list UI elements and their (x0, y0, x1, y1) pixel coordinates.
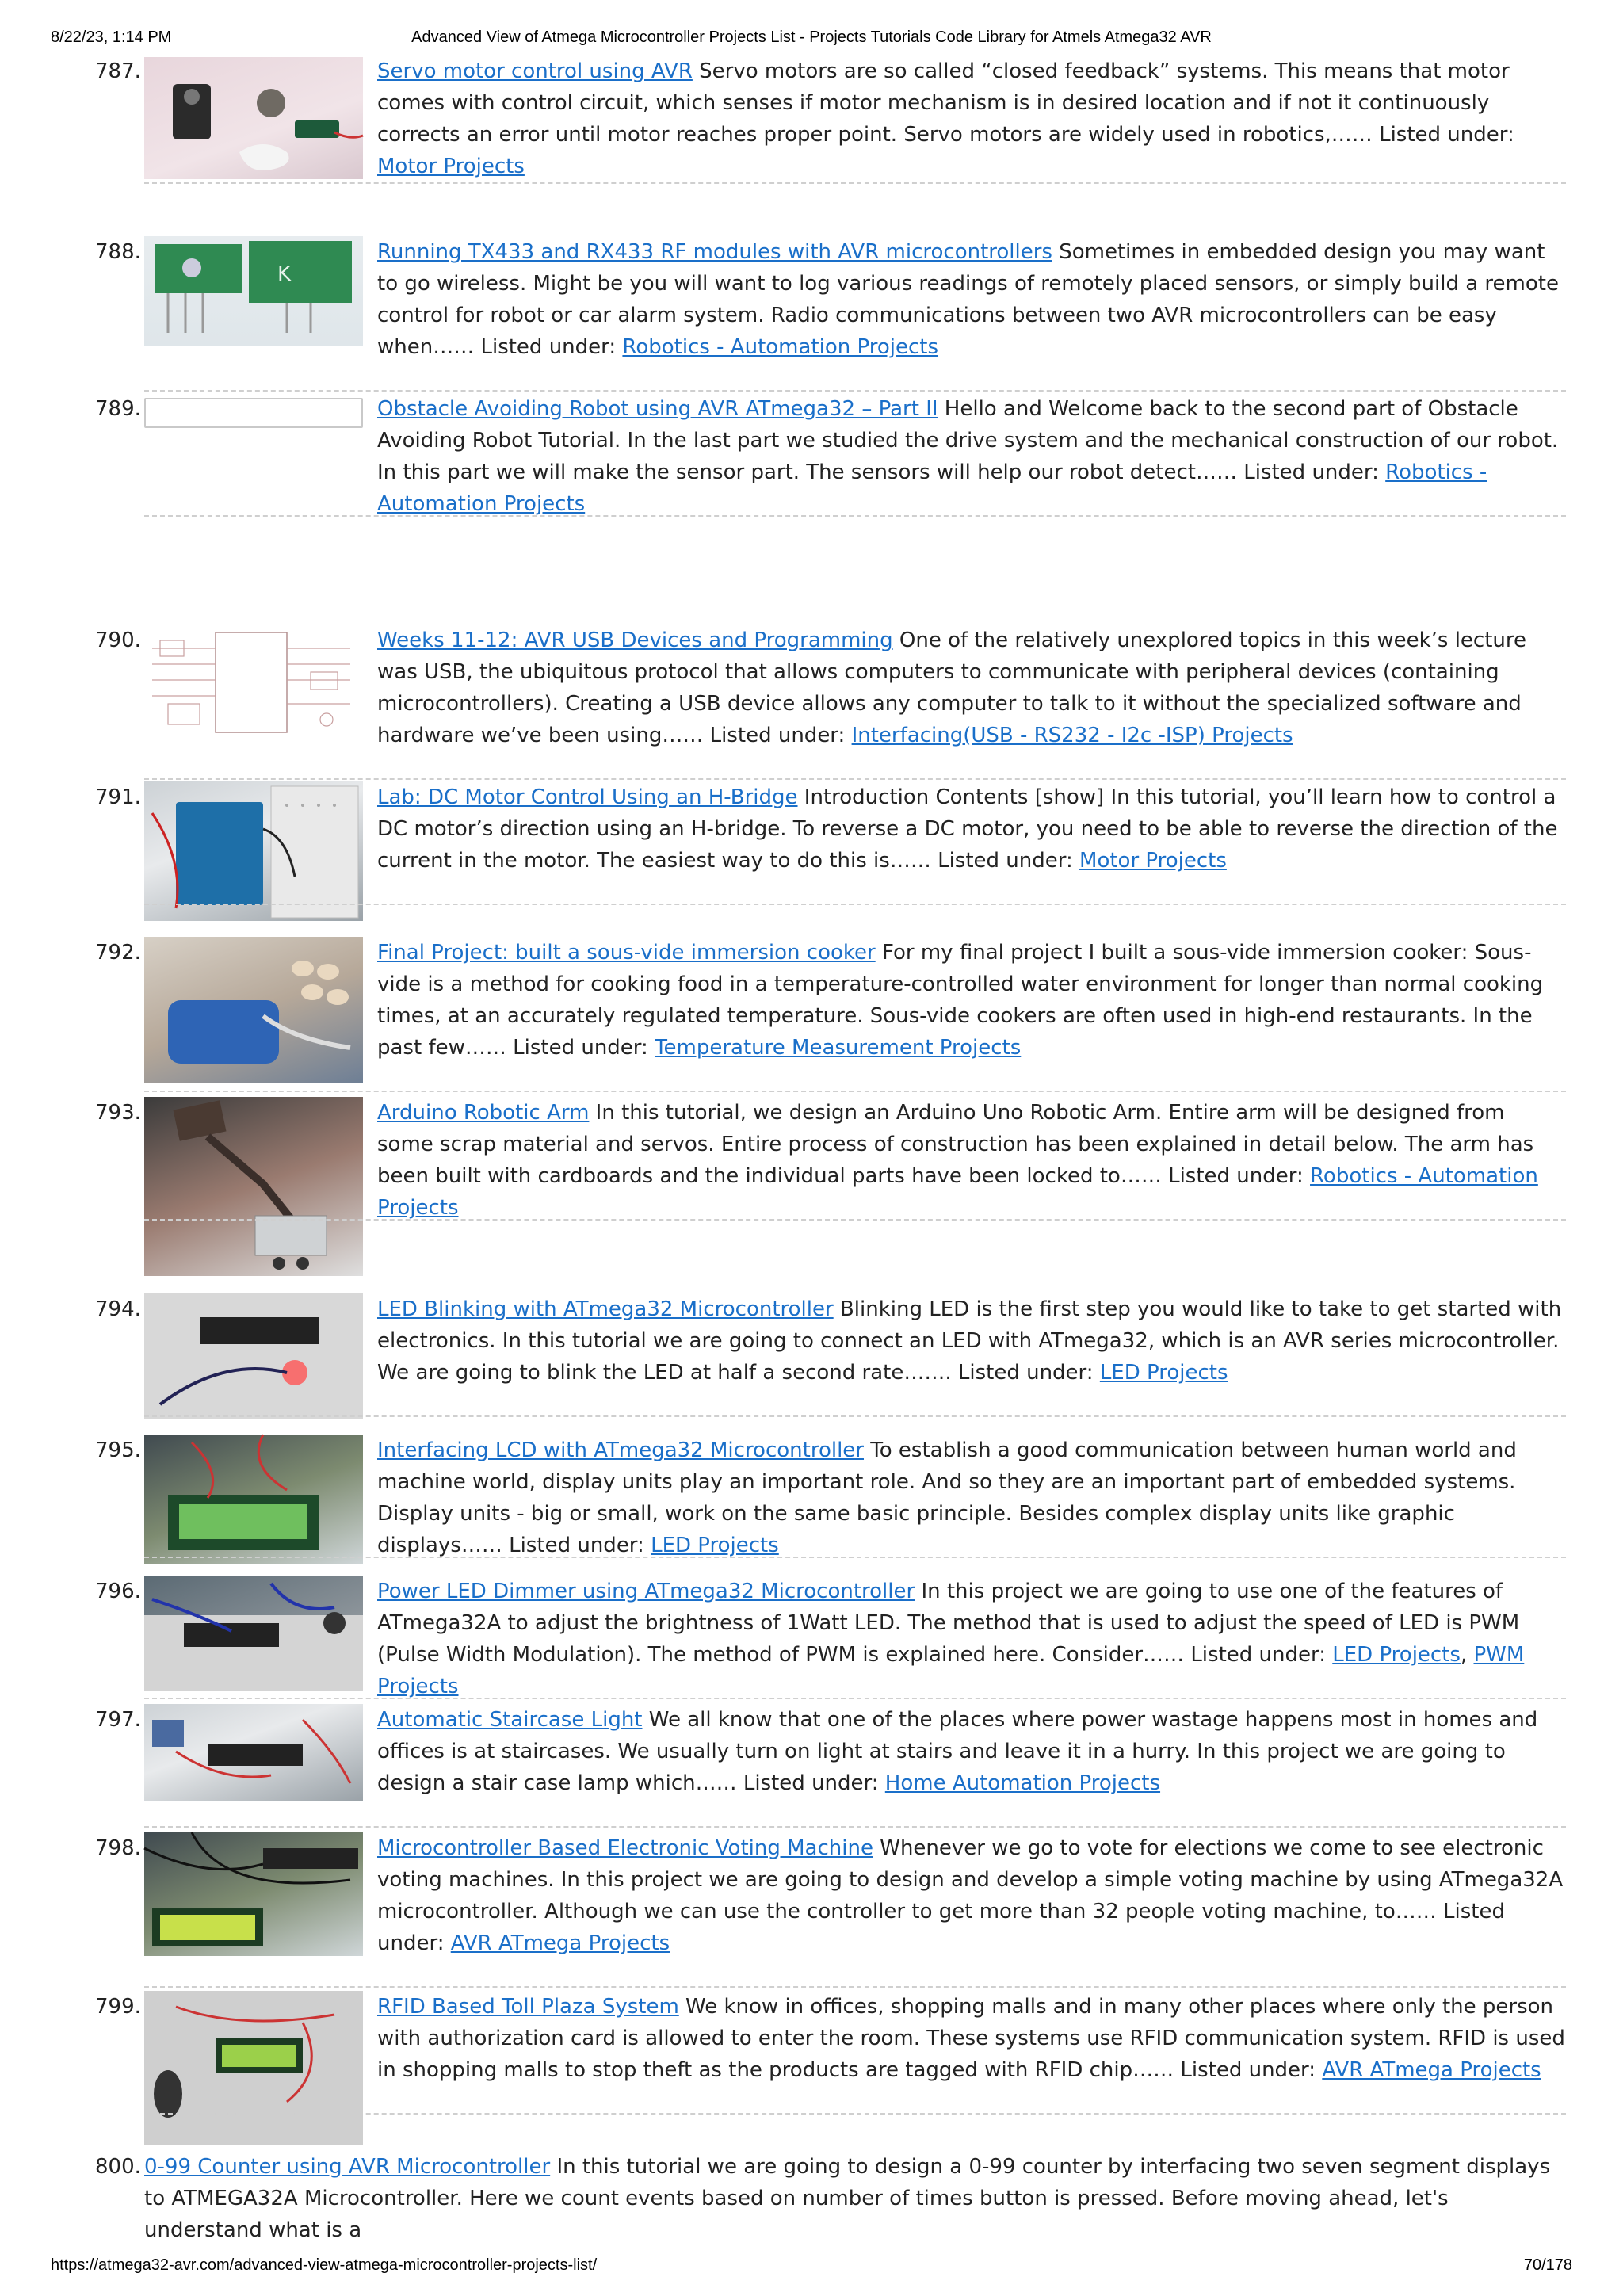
item-separator (144, 904, 1566, 905)
listed-under-label: Listed under: (1243, 460, 1379, 484)
category-link[interactable]: AVR ATmega Projects (1322, 2058, 1541, 2082)
item-description: Sometimes in embedded design you may want to go wireless. Might be you will want to log various readings of remotely placed sensors, or simply build a remote control for robot or car alarm system. Radio communications between two AVR microcontrollers can be easy when…… (377, 240, 1559, 359)
item-title-link[interactable]: Servo motor control using AVR (377, 59, 693, 83)
item-number: 795. (95, 1438, 141, 1462)
listed-under-label: Listed under: (709, 724, 846, 747)
print-url: https://atmega32-avr.com/advanced-view-atmega-microcontroller-projects-list/ (51, 2256, 598, 2274)
item-body (377, 937, 1566, 1064)
listed-under-label: Listed under: (743, 1771, 879, 1795)
item-thumbnail[interactable] (144, 1576, 363, 1691)
item-separator (144, 1698, 1566, 1699)
listed-under-label: Listed under: (938, 849, 1073, 873)
list-item (95, 2151, 1553, 2242)
item-description: In this tutorial, we design an Arduino Uno Robotic Arm. Entire arm will be designed from some scrap material and servos. Entire process of construction has been explained in detail below. The arm has been built with cardboards and the individual parts have been locked to…… (377, 1101, 1534, 1188)
item-separator (144, 1415, 1566, 1417)
listed-under-label: Listed under: (480, 335, 617, 359)
item-body (377, 1991, 1566, 2086)
item-thumbnail[interactable] (144, 937, 363, 1083)
voting-machine-photo-icon (144, 1832, 363, 1956)
category-link[interactable]: Temperature Measurement Projects (655, 1036, 1022, 1060)
category-link[interactable]: Motor Projects (377, 155, 525, 178)
item-title-link[interactable]: LED Blinking with ATmega32 Microcontroller (377, 1297, 834, 1321)
item-number: 793. (95, 1101, 141, 1125)
item-body (377, 781, 1566, 877)
item-body (377, 55, 1566, 182)
servo-photo-icon (144, 57, 363, 179)
item-separator (144, 1219, 1566, 1221)
item-body (377, 1097, 1566, 1224)
item-thumbnail[interactable] (144, 1704, 363, 1801)
item-thumbnail[interactable] (144, 1293, 363, 1419)
item-separator (144, 182, 1566, 184)
item-body (144, 2151, 1566, 2246)
item-description: For my final project I built a sous-vide immersion cooker: Sous-vide is a method for cooking food in a temperature-controlled water environment for longer than normal cooking times, at an accurately regulated temperature. Sous-vide cookers are often used in high-end restaurants. In the past few…… (377, 941, 1544, 1060)
item-title-link[interactable]: 0-99 Counter using AVR Microcontroller (144, 2155, 551, 2179)
category-link[interactable]: Robotics - Automation Projects (377, 460, 1487, 516)
item-number: 798. (95, 1836, 141, 1860)
category-link[interactable]: Home Automation Projects (884, 1771, 1161, 1795)
category-link[interactable]: PWM Projects (377, 1643, 1525, 1698)
listed-under-label: Listed under: (1190, 1643, 1326, 1667)
item-description: Servo motors are so called “closed feedback” systems. This means that motor comes with control circuit, which senses if motor mechanism is in desired location and if not it continuously corrects an error until motor reaches proper point. Servo motors are widely used in robotics,…… (377, 59, 1510, 147)
item-description: Hello and Welcome back to the second part of Obstacle Avoiding Robot Tutorial. In the last part we studied the drive system and the mechanical construction of our robot. In this part we will make the sensor part. The sensors will help our robot detect…… (377, 397, 1559, 484)
item-description: We all know that one of the places where power wastage happens most in homes and offices is at staircases. We usually turn on light at stairs and leave it in a hurry. In this project we are going to design a stair case lamp which…… (377, 1708, 1538, 1795)
listed-under-label: Listed under: (509, 1534, 644, 1557)
item-separator (144, 2113, 1566, 2115)
item-thumbnail[interactable] (144, 236, 363, 346)
category-link[interactable]: Interfacing(USB - RS232 - I2c -ISP) Projects (851, 724, 1293, 747)
item-description: Whenever we go to vote for elections we come to see electronic voting machines. In this project we are going to design and develop a simple voting machine by using ATmega32A microcontroller. Although we can use the controller to get more than 32 people voting machine, to…… (377, 1836, 1564, 1924)
category-link[interactable]: LED Projects (1099, 1361, 1228, 1385)
item-body (377, 393, 1566, 520)
led-blinking-photo-icon (144, 1293, 363, 1419)
item-number: 790. (95, 628, 141, 652)
item-title-link[interactable]: Lab: DC Motor Control Using an H-Bridge (377, 785, 798, 809)
item-separator (144, 778, 1566, 780)
item-number: 800. (95, 2155, 141, 2179)
item-title-link[interactable]: RFID Based Toll Plaza System (377, 1995, 679, 2019)
item-separator (144, 515, 1566, 517)
item-thumbnail[interactable] (144, 781, 363, 921)
item-separator (144, 1091, 1566, 1092)
item-body: Power LED Dimmer using ATmega32 Microcontroller In this project we are going to use one of the features of ATmega32A to adjust the brightness of 1Watt LED. The method that is used to adjust the speed of LED is PWM (Pulse Width Modulation). The method of PWM is explained here. Consider…… Listed under: LED Projects, PWM Projects (377, 1580, 1525, 1698)
listed-under-label: Listed under: (1168, 1164, 1304, 1188)
print-page-title: Advanced View of Atmega Microcontroller Projects List - Projects Tutorials Code Library for Atmels Atmega32 AVR (411, 29, 1212, 46)
item-thumbnail[interactable] (144, 1097, 363, 1276)
category-link[interactable]: Robotics - Automation Projects (377, 1164, 1538, 1220)
item-thumbnail[interactable] (144, 625, 363, 747)
item-body (377, 236, 1566, 363)
listed-under-label: Listed under: (377, 1900, 1505, 1955)
print-datetime: 8/22/23, 1:14 PM (51, 29, 172, 46)
item-separator (144, 1986, 1566, 1988)
print-footer (51, 2256, 1572, 2280)
schematic-image-icon (144, 625, 363, 747)
item-thumbnail[interactable] (144, 57, 363, 179)
listed-under-label: Listed under: (1180, 2058, 1316, 2082)
item-title-link[interactable]: Running TX433 and RX433 RF modules with AVR microcontrollers (377, 240, 1052, 264)
listed-under-label: Listed under: (1379, 123, 1514, 147)
item-separator (144, 1557, 1566, 1558)
item-thumbnail[interactable] (144, 1991, 363, 2145)
item-number: 797. (95, 1708, 141, 1732)
listed-under-label: Listed under: (513, 1036, 648, 1060)
item-body (377, 1832, 1566, 1959)
item-description: In this project we are going to use one of the features of ATmega32A to adjust the brightness of 1Watt LED. The method that is used to adjust the speed of LED is PWM (Pulse Width Modulation). The method of PWM is explained here. Consider…… (377, 1580, 1520, 1667)
item-body (377, 625, 1566, 751)
item-description: We know in offices, shopping malls and in many other places where only the person with authorization card is allowed to enter the room. These systems use RFID communication system. RFID is used in shopping malls to stop theft as the products are tagged with RFID chip…… (377, 1995, 1565, 2082)
led-dimmer-photo-icon (144, 1576, 363, 1691)
listed-under-label: Listed under: (957, 1361, 1094, 1385)
item-body (377, 1293, 1566, 1389)
item-number: 796. (95, 1580, 141, 1603)
item-number: 789. (95, 397, 141, 421)
item-thumbnail[interactable] (144, 1832, 363, 1956)
item-title-link[interactable]: Obstacle Avoiding Robot using AVR ATmega32 – Part II (377, 397, 938, 421)
item-description: To establish a good communication between human world and machine world, display units play an important role. And so they are an important part of embedded systems. Display units - big or small, work on the same basic principle. Besides complex display units like graphic displays…… (377, 1438, 1517, 1557)
category-link[interactable]: Motor Projects (1079, 849, 1227, 873)
item-title-link[interactable]: Interfacing LCD with ATmega32 Microcontroller (377, 1438, 864, 1462)
item-description: One of the relatively unexplored topics in this week’s lecture was USB, the ubiquitous protocol that allows computers to communicate with peripheral devices (containing microcontrollers). Creating a USB device allows any computer to talk to it without the specialized software and hardware we’ve been using…… (377, 628, 1527, 747)
item-body (377, 1704, 1566, 1799)
category-link[interactable]: Robotics - Automation Projects (622, 335, 939, 359)
item-number: 787. (95, 59, 141, 83)
item-separator (144, 390, 1566, 392)
print-header (51, 29, 1572, 52)
broken-image-icon[interactable] (144, 398, 363, 428)
item-number: 799. (95, 1995, 141, 2019)
category-link[interactable]: LED Projects (651, 1534, 779, 1557)
staircase-light-photo-icon (144, 1704, 363, 1801)
item-separator (144, 1826, 1566, 1828)
item-description: Introduction Contents [show] In this tutorial, you’ll learn how to control a DC motor’s direction using an H-bridge. To reverse a DC motor, you need to be able to reverse the direction of the current in the motor. The easiest way to do this is…… (377, 785, 1558, 873)
lcd-photo-icon (144, 1435, 363, 1564)
item-description: Blinking LED is the first step you would like to take to get started with electronics. In this tutorial we are going to connect an LED with ATmega32, which is an AVR series microcontroller. We are going to blink the LED at half a second rate……. (377, 1297, 1562, 1385)
rfid-toll-photo-icon (144, 1991, 363, 2145)
category-link[interactable]: AVR ATmega Projects (450, 1931, 670, 1955)
item-number: 791. (95, 785, 141, 809)
item-description: In this tutorial we are going to design a 0-99 counter by interfacing two seven segment displays to ATMEGA32A Microcontroller. Here we count events based on number of times button is pressed. Before moving ahead, let's understand what is a (144, 2155, 1551, 2242)
item-title-link[interactable]: Final Project: built a sous-vide immersion cooker (377, 941, 876, 965)
robotic-arm-photo-icon (144, 1097, 363, 1276)
page-number: 70/178 (1523, 2256, 1572, 2274)
item-thumbnail[interactable] (144, 1435, 363, 1564)
item-body (377, 1435, 1566, 1561)
item-title-link[interactable]: Power LED Dimmer using ATmega32 Microcontroller (377, 1580, 915, 1603)
h-bridge-photo-icon (144, 781, 363, 921)
item-number: 792. (95, 941, 141, 965)
item-title-link[interactable]: Microcontroller Based Electronic Voting Machine (377, 1836, 873, 1860)
svg-text:K: K (277, 262, 292, 286)
sous-vide-photo-icon (144, 937, 363, 1083)
item-number: 794. (95, 1297, 141, 1321)
rf-module-photo-icon (144, 236, 363, 346)
item-title-link[interactable]: Arduino Robotic Arm (377, 1101, 590, 1125)
item-title-link[interactable]: Automatic Staircase Light (377, 1708, 643, 1732)
item-number: 788. (95, 240, 141, 264)
item-title-link[interactable]: Weeks 11-12: AVR USB Devices and Programming (377, 628, 893, 652)
category-link[interactable]: LED Projects (1332, 1643, 1461, 1667)
